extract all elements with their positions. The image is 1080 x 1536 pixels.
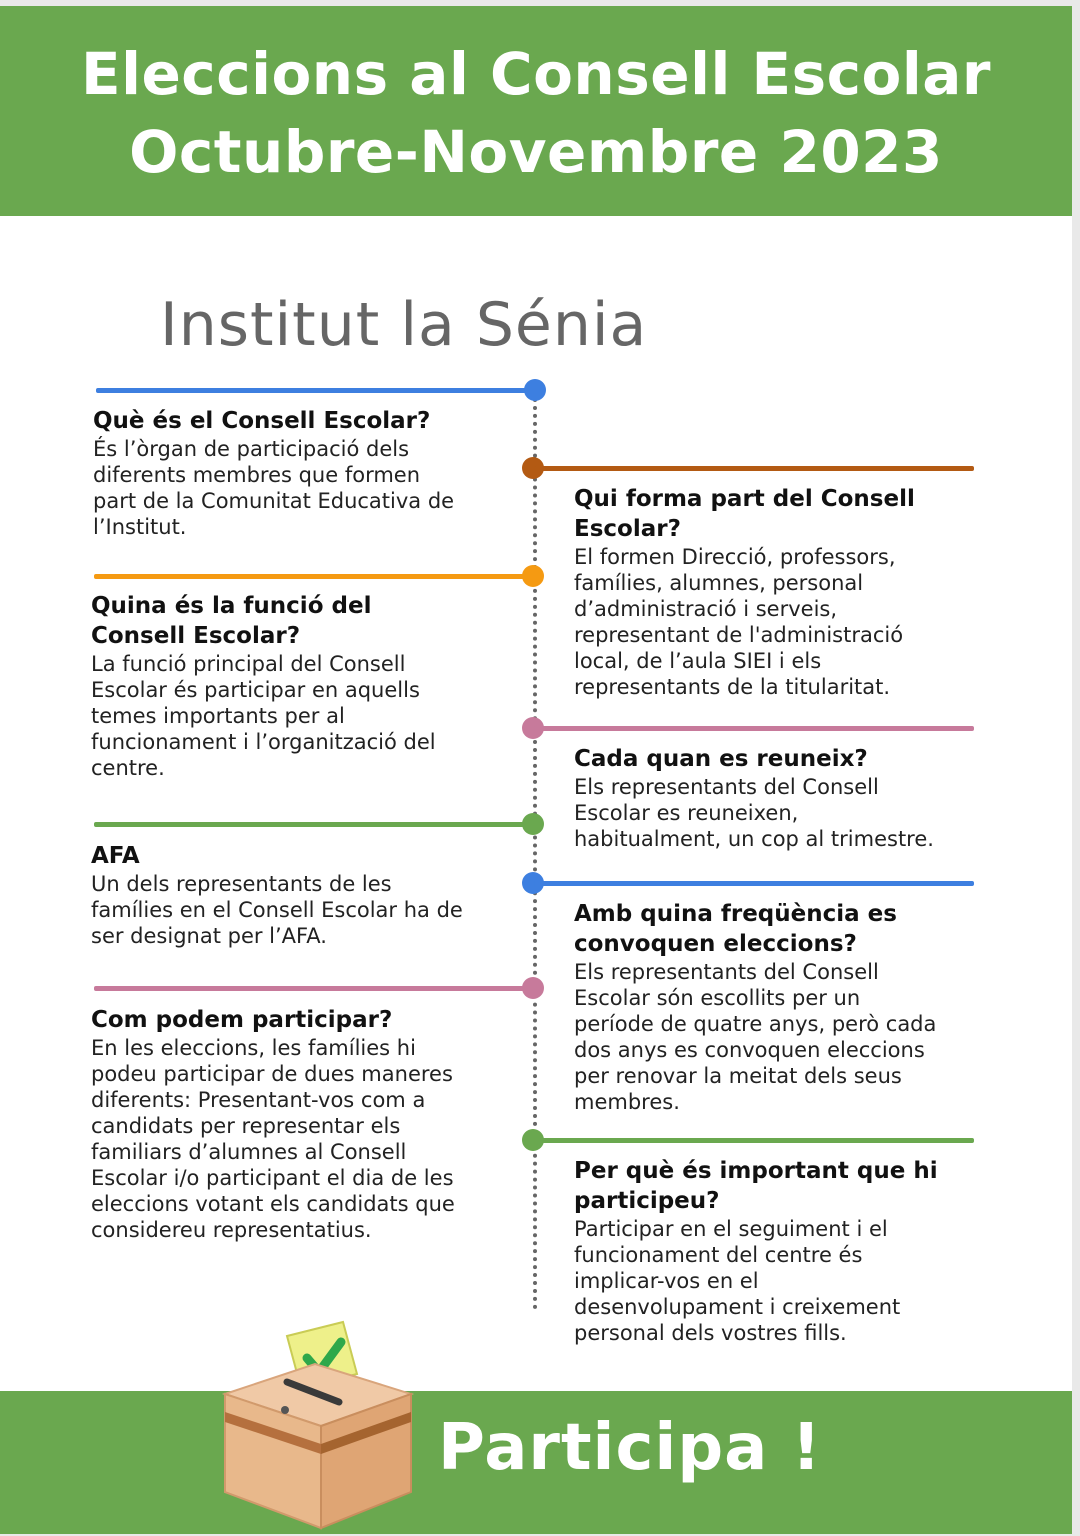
info-heading: AFA [91, 843, 140, 869]
info-heading: Quina és la funció del Consell Escolar? [91, 593, 372, 649]
participa-cta: Participa ! [438, 1411, 822, 1485]
info-block-why-important [574, 1156, 974, 1346]
info-block-who [574, 484, 974, 700]
info-body: Els representants del Consell Escolar són escollits per un període de quatre anys, però cada dos anys es convoquen eleccions per renovar la meitat dels seus membres. [574, 960, 937, 1114]
info-block-function [91, 591, 511, 781]
info-body: El formen Direcció, professors, famílies, alumnes, personal d’administració i serveis, representant de l'administració local, de l’aula SIEI i els representants de la titularitat. [574, 545, 904, 699]
info-block-afa [91, 841, 511, 949]
info-heading: Què és el Consell Escolar? [93, 408, 431, 434]
timeline-dot-left-2 [522, 565, 544, 587]
timeline-line-left-2 [94, 574, 534, 579]
timeline-line-left-1 [96, 388, 536, 393]
poster [0, 6, 1072, 1534]
info-heading: Per què és important que hi participeu? [574, 1158, 938, 1214]
timeline-dot-left-3 [522, 813, 544, 835]
timeline-line-left-3 [94, 822, 534, 827]
header-banner [0, 6, 1072, 216]
info-body: En les eleccions, les famílies hi podeu participar de dues maneres diferents: Presentant-vos com a candidats per representar els familiars d’alumnes al Consell Escolar i/o participant el dia de les eleccions votant els candidats que considereu representatius. [91, 1036, 455, 1242]
info-block-frequency [574, 899, 974, 1115]
timeline-spine [533, 398, 537, 1310]
timeline-line-right-3 [534, 881, 974, 886]
info-heading: Amb quina freqüència es convoquen eleccions? [574, 901, 897, 957]
timeline-line-right-4 [534, 1138, 974, 1143]
timeline-dot-left-1 [524, 379, 546, 401]
info-body: La funció principal del Consell Escolar és participar en aquells temes importants per al funcionament i l’organització del centre. [91, 652, 436, 780]
info-heading: Cada quan es reuneix? [574, 746, 868, 772]
info-body: Els representants del Consell Escolar es reuneixen, habitualment, un cop al trimestre. [574, 775, 934, 851]
timeline-line-right-1 [534, 466, 974, 471]
info-body: És l’òrgan de participació dels diferents membres que formen part de la Comunitat Educativa de l’Institut. [93, 437, 455, 539]
title-line-2: Octubre-Novembre 2023 [129, 118, 943, 186]
info-heading: Com podem participar? [91, 1007, 393, 1033]
timeline-line-right-2 [534, 726, 974, 731]
info-block-how-participate [91, 1005, 511, 1243]
info-body: Participar en el seguiment i el funcionament del centre és implicar-vos en el desenvolupament i creixement personal dels vostres fills. [574, 1217, 901, 1345]
info-body: Un dels representants de les famílies en el Consell Escolar ha de ser designat per l’AFA. [91, 872, 463, 948]
info-block-meetings [574, 744, 974, 852]
info-heading: Qui forma part del Consell Escolar? [574, 486, 915, 542]
info-block-what-is [93, 406, 513, 540]
ballot-box-icon [215, 1316, 415, 1534]
school-name: Institut la Sénia [160, 290, 648, 360]
timeline-dot-left-4 [522, 977, 544, 999]
title-line-1: Eleccions al Consell Escolar [80, 40, 992, 108]
timeline-line-left-4 [94, 986, 534, 991]
